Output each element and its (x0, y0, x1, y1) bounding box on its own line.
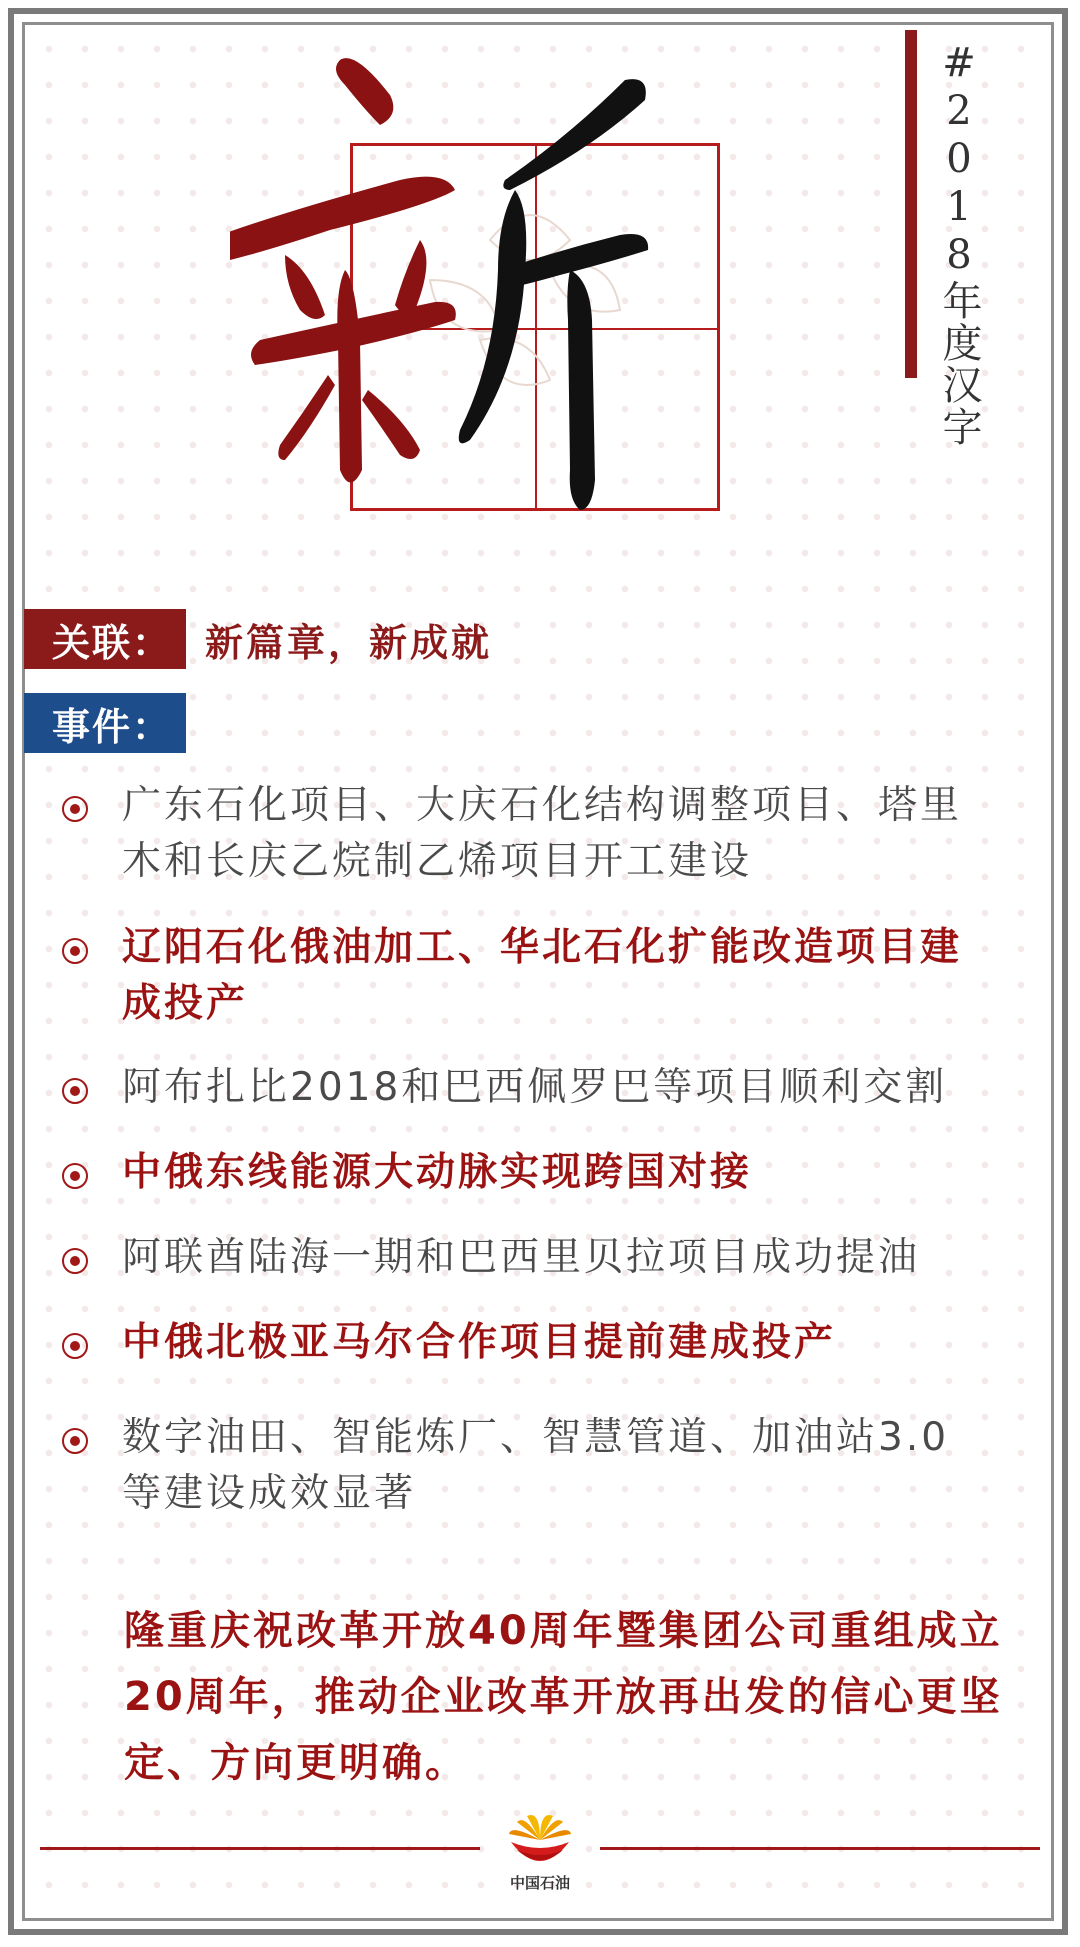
event-text: 广东石化项目、大庆石化结构调整项目、塔里木和长庆乙烷制乙烯项目开工建设 (122, 783, 963, 884)
list-item (62, 920, 982, 1032)
list-item (62, 1145, 982, 1201)
bullet-icon (62, 1333, 88, 1359)
list-item (62, 1315, 982, 1371)
list-item (62, 778, 962, 890)
footer-divider-right (600, 1847, 1040, 1850)
char-right-part (459, 79, 648, 510)
bullet-icon (62, 1428, 88, 1454)
hashtag-text: #2018年度汉字 (936, 40, 982, 448)
list-item (62, 1060, 982, 1116)
association-text: 新篇章，新成就 (205, 620, 493, 665)
big-character-xin (230, 40, 830, 620)
events-label: 事件： (24, 693, 186, 753)
char-left-radical (230, 58, 456, 482)
list-item (62, 1230, 982, 1286)
event-text: 辽阳石化俄油加工、华北石化扩能改造项目建成投产 (122, 925, 963, 1026)
event-text: 阿联酋陆海一期和巴西里贝拉项目成功提油 (122, 1235, 921, 1280)
bullet-icon (62, 796, 88, 822)
event-text: 中俄北极亚马尔合作项目提前建成投产 (122, 1320, 837, 1365)
event-text: 阿布扎比2018和巴西佩罗巴等项目顺利交割 (122, 1065, 948, 1110)
logo-text: 中国石油 (509, 1874, 570, 1892)
bullet-icon (62, 938, 88, 964)
association-label: 关联： (24, 609, 186, 669)
list-item (62, 1410, 982, 1522)
hashtag-bar (905, 30, 917, 378)
event-text: 中俄东线能源大动脉实现跨国对接 (122, 1150, 753, 1195)
summary-text: 隆重庆祝改革开放40周年暨集团公司重组成立20周年，推动企业改革开放再出发的信心更坚定、方向更明确。 (124, 1608, 1003, 1786)
petrochina-sun-icon (503, 1810, 577, 1870)
footer-divider-left (40, 1847, 480, 1850)
bullet-icon (62, 1248, 88, 1274)
bullet-icon (62, 1078, 88, 1104)
bullet-icon (62, 1163, 88, 1189)
event-text: 数字油田、智能炼厂、智慧管道、加油站3.0等建设成效显著 (122, 1415, 950, 1516)
